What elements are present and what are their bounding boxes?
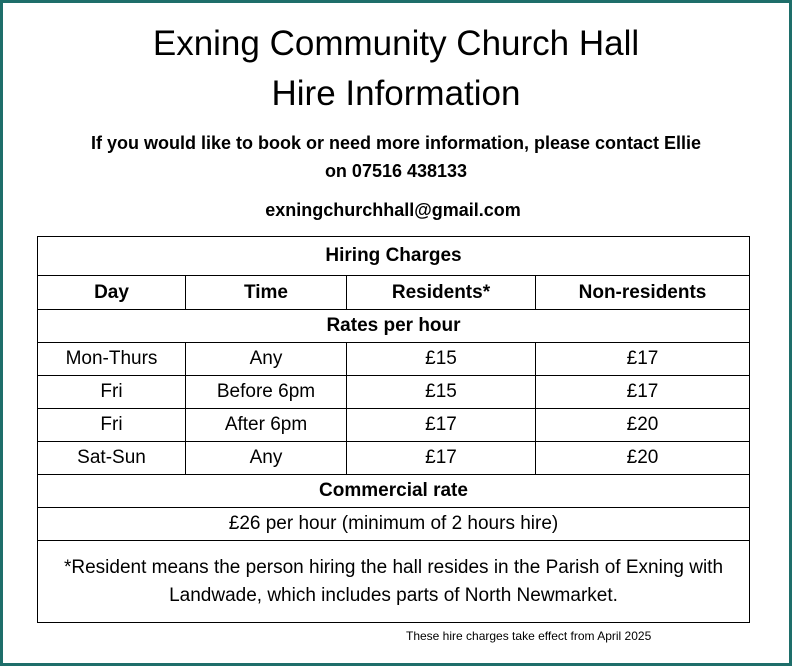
cell-time: Before 6pm	[186, 376, 347, 409]
table-row	[38, 343, 750, 376]
cell-resident-rate: £17	[347, 409, 536, 442]
cell-non-resident-rate: £20	[536, 442, 750, 475]
page-subtitle: Hire Information	[271, 74, 521, 113]
column-header-day: Day	[38, 276, 186, 310]
page-title: Exning Community Church Hall	[152, 24, 640, 63]
table-heading: Hiring Charges	[38, 237, 750, 276]
column-header-time: Time	[186, 276, 347, 310]
cell-resident-rate: £15	[347, 376, 536, 409]
hiring-charges-table	[37, 236, 750, 623]
contact-info: If you would like to book or need more information, please contact Ellie on 07516 438133	[90, 133, 702, 181]
cell-day: Fri	[38, 409, 186, 442]
resident-definition-note: *Resident means the person hiring the hall resides in the Parish of Exning with Landwade, which includes parts of North Newmarket.	[38, 541, 750, 623]
cell-time: Any	[186, 343, 347, 376]
table-row	[38, 409, 750, 442]
table-row	[38, 442, 750, 475]
effective-date-note: These hire charges take effect from April 2025	[406, 629, 652, 643]
cell-non-resident-rate: £17	[536, 343, 750, 376]
rates-section-label: Rates per hour	[38, 310, 750, 343]
column-header-residents: Residents*	[347, 276, 536, 310]
cell-time: Any	[186, 442, 347, 475]
cell-resident-rate: £15	[347, 343, 536, 376]
column-header-non-residents: Non-residents	[536, 276, 750, 310]
commercial-rate-label: Commercial rate	[38, 475, 750, 508]
commercial-rate-value: £26 per hour (minimum of 2 hours hire)	[38, 508, 750, 541]
cell-non-resident-rate: £20	[536, 409, 750, 442]
cell-day: Mon-Thurs	[38, 343, 186, 376]
cell-time: After 6pm	[186, 409, 347, 442]
cell-non-resident-rate: £17	[536, 376, 750, 409]
contact-email: exningchurchhall@gmail.com	[265, 200, 521, 220]
cell-day: Fri	[38, 376, 186, 409]
table-row	[38, 376, 750, 409]
cell-day: Sat-Sun	[38, 442, 186, 475]
cell-resident-rate: £17	[347, 442, 536, 475]
